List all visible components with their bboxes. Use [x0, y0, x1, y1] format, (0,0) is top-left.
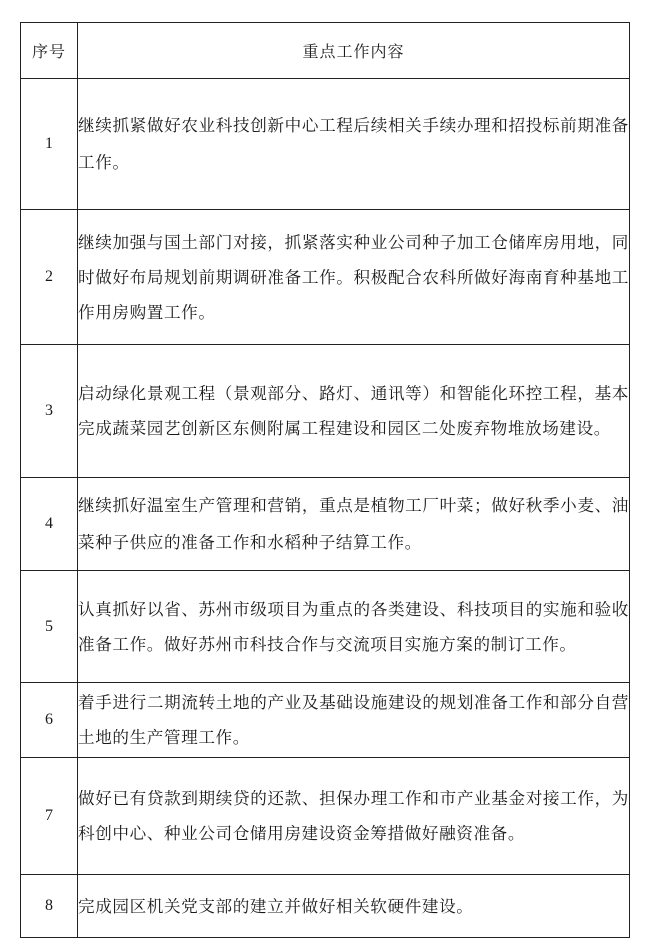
row-number: 5 — [21, 571, 78, 683]
row-content: 启动绿化景观工程（景观部分、路灯、通讯等）和智能化环控工程，基本完成蔬菜园艺创新区东侧附属工程建设和园区二处废弃物堆放场建设。 — [78, 345, 630, 478]
table-row — [21, 478, 630, 571]
table-row — [21, 571, 630, 683]
row-number: 1 — [21, 79, 78, 210]
row-content: 着手进行二期流转土地的产业及基础设施建设的规划准备工作和部分自营土地的生产管理工作。 — [78, 683, 630, 758]
row-number: 6 — [21, 683, 78, 758]
table-row — [21, 210, 630, 345]
row-content: 继续加强与国土部门对接，抓紧落实种业公司种子加工仓储库房用地，同时做好布局规划前期调研准备工作。积极配合农科所做好海南育种基地工作用房购置工作。 — [78, 210, 630, 345]
header-row — [21, 23, 630, 79]
header-number: 序号 — [21, 23, 78, 79]
table-row — [21, 345, 630, 478]
row-number: 2 — [21, 210, 78, 345]
table-row — [21, 875, 630, 938]
table-row — [21, 79, 630, 210]
row-content: 认真抓好以省、苏州市级项目为重点的各类建设、科技项目的实施和验收准备工作。做好苏州市科技合作与交流项目实施方案的制订工作。 — [78, 571, 630, 683]
work-plan-table — [20, 22, 630, 938]
header-content: 重点工作内容 — [78, 23, 630, 79]
row-number: 8 — [21, 875, 78, 938]
row-number: 4 — [21, 478, 78, 571]
row-number: 3 — [21, 345, 78, 478]
row-number: 7 — [21, 758, 78, 875]
row-content: 完成园区机关党支部的建立并做好相关软硬件建设。 — [78, 875, 630, 938]
row-content: 继续抓紧做好农业科技创新中心工程后续相关手续办理和招投标前期准备工作。 — [78, 79, 630, 210]
table-row — [21, 758, 630, 875]
table-row — [21, 683, 630, 758]
row-content: 继续抓好温室生产管理和营销，重点是植物工厂叶菜；做好秋季小麦、油菜种子供应的准备工作和水稻种子结算工作。 — [78, 478, 630, 571]
row-content: 做好已有贷款到期续贷的还款、担保办理工作和市产业基金对接工作，为科创中心、种业公司仓储用房建设资金筹措做好融资准备。 — [78, 758, 630, 875]
